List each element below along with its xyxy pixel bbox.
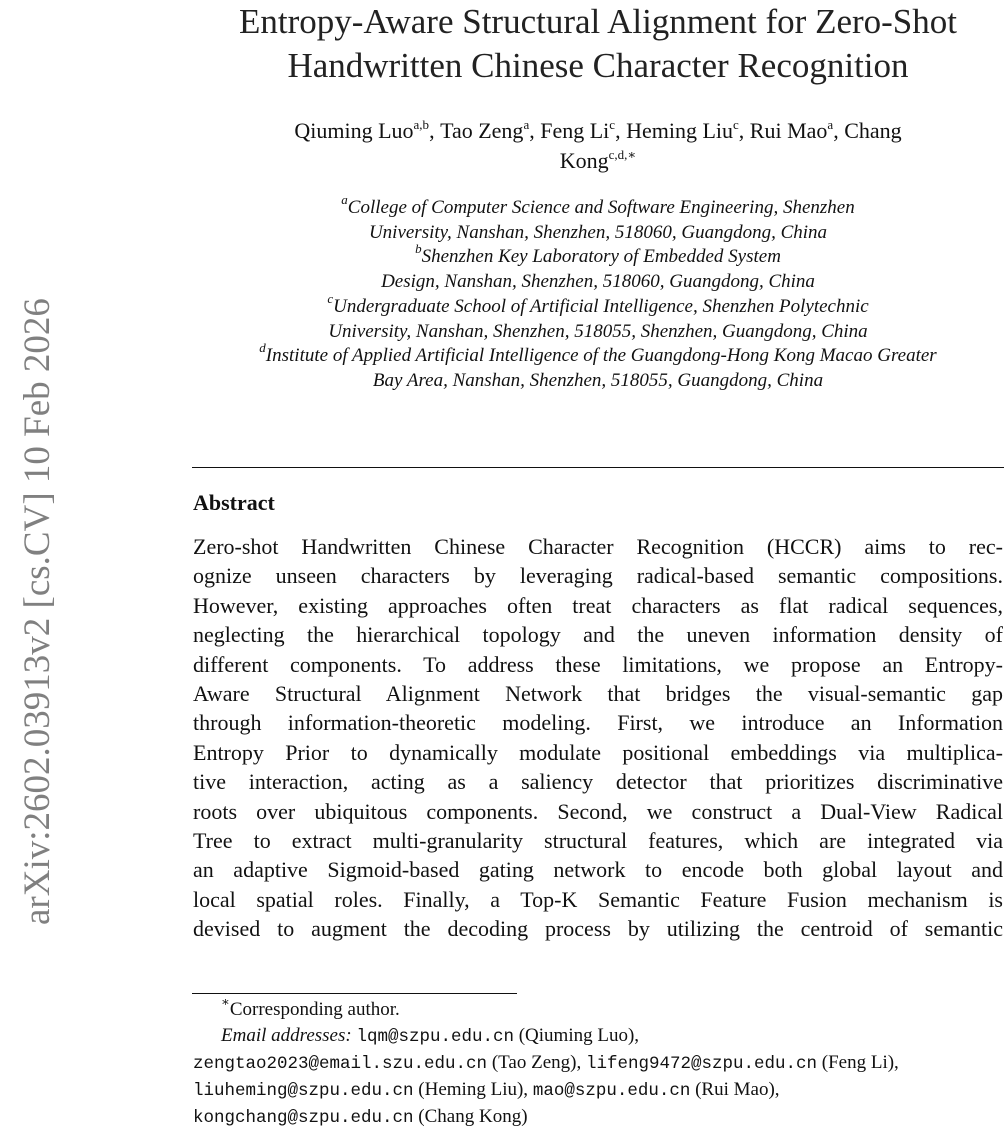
arxiv-identifier-stamp: arXiv:2602.03913v2 [cs.CV] 10 Feb 2026	[17, 298, 58, 925]
email-owner: (Qiuming Luo),	[518, 1025, 640, 1046]
paper-title	[192, 0, 1004, 88]
affiliation-mark: b	[415, 241, 422, 257]
email-link[interactable]: zengtao2023@email.szu.edu.cn	[193, 1054, 488, 1074]
email-label: Email addresses:	[221, 1025, 352, 1046]
affiliation-line	[192, 192, 1004, 221]
abstract-line: roots over ubiquitous components. Second, we construct a Dual-View Radical	[193, 798, 1003, 824]
abstract-line: tive interaction, acting as a saliency detector that prioritizes discriminative	[193, 769, 1003, 795]
footnote-rule	[192, 993, 517, 994]
email-line	[193, 1050, 1003, 1077]
affiliation-mark: d	[259, 340, 266, 356]
abstract-line: However, existing approaches often treat characters as flat radical sequences,	[193, 592, 1003, 618]
author-last-name: Kong	[559, 148, 609, 173]
abstract-top-rule	[192, 467, 1004, 468]
affiliation-list	[192, 192, 1004, 394]
author-affiliation-mark: a	[523, 117, 530, 132]
author-affiliation-mark: c	[609, 117, 616, 132]
author-name: Rui Mao	[749, 118, 828, 143]
affiliation-line	[192, 340, 1004, 369]
author-separator: ,	[833, 118, 845, 143]
abstract-line: different components. To address these limitations, we propose an Entropy-	[193, 651, 1003, 677]
affiliation-text: College of Computer Science and Software Engineering, Shenzhen	[347, 197, 855, 218]
abstract-line: ognize unseen characters by leveraging radical-based semantic compositions.	[193, 563, 1003, 589]
abstract-heading: Abstract	[193, 490, 275, 515]
author-name: Feng Li	[540, 118, 610, 143]
title-line-1: Entropy-Aware Structural Alignment for Zero-Shot	[239, 2, 957, 41]
affiliation-mark: c	[327, 290, 334, 306]
email-link[interactable]: lifeng9472@szpu.edu.cn	[585, 1054, 818, 1074]
email-owner: (Rui Mao),	[695, 1079, 780, 1100]
author-separator: ,	[615, 118, 627, 143]
footnote-mark: ∗	[221, 994, 230, 1009]
affiliation-text: Shenzhen Key Laboratory of Embedded System	[421, 246, 781, 268]
author	[750, 118, 844, 143]
affiliation-text: Undergraduate School of Artificial Intelligence, Shenzhen Polytechnic	[333, 295, 869, 317]
email-link[interactable]: liuheming@szpu.edu.cn	[193, 1081, 414, 1101]
author-affiliation-mark: a	[827, 117, 834, 132]
author	[560, 148, 637, 173]
affiliation-line: University, Nanshan, Shenzhen, 518060, Guangdong, China	[368, 221, 828, 243]
author-affiliation-mark: c	[733, 117, 739, 132]
email-owner: (Heming Liu),	[418, 1079, 529, 1100]
affiliation-line: Design, Nanshan, Shenzhen, 518060, Guangdong, China	[381, 271, 815, 293]
affiliation-line	[192, 241, 1004, 270]
email-owner: (Tao Zeng),	[491, 1052, 582, 1073]
affiliation-line: Bay Area, Nanshan, Shenzhen, 518055, Guangdong, China	[372, 369, 824, 391]
email-link[interactable]: mao@szpu.edu.cn	[532, 1081, 691, 1101]
email-line	[193, 1023, 1003, 1050]
email-line	[193, 1077, 1003, 1104]
author-separator: ,	[738, 118, 750, 143]
abstract-line: local spatial roles. Finally, a Top-K Semantic Feature Fusion mechanism is	[193, 886, 1003, 912]
email-line	[193, 1104, 1003, 1131]
title-line-2: Handwritten Chinese Character Recognition	[287, 46, 909, 85]
author-separator: ,	[529, 118, 541, 143]
abstract-line: devised to augment the decoding process by utilizing the centroid of semantic	[193, 916, 1003, 942]
affiliation-mark: a	[341, 192, 348, 207]
author	[294, 118, 440, 143]
abstract-line: an adaptive Sigmoid-based gating network to encode both global layout and	[193, 857, 1003, 883]
author-list	[200, 116, 996, 176]
email-link[interactable]: kongchang@szpu.edu.cn	[193, 1108, 414, 1128]
abstract-line: neglecting the hierarchical topology and the uneven information density of	[193, 622, 1003, 648]
abstract-body	[193, 532, 1003, 943]
email-owner: (Feng Li),	[821, 1052, 899, 1073]
author-name: Heming Liu	[626, 118, 733, 143]
abstract-line: Entropy Prior to dynamically modulate positional embeddings via multiplica-	[193, 739, 1003, 765]
affiliation-line: University, Nanshan, Shenzhen, 518055, Shenzhen, Guangdong, China	[328, 320, 868, 342]
abstract-line: through information-theoretic modeling. First, we introduce an Information	[193, 710, 1003, 736]
author-name: Qiuming Luo	[294, 118, 414, 143]
author	[626, 118, 750, 143]
author-first-name: Chang	[844, 118, 902, 143]
author	[540, 118, 626, 143]
abstract-line: Aware Structural Alignment Network that bridges the visual-semantic gap	[193, 680, 1003, 706]
corresponding-author-note	[193, 994, 1003, 1023]
abstract-line: Tree to extract multi-granularity structural features, which are integrated via	[193, 827, 1003, 853]
footnotes	[193, 994, 1003, 1131]
author-affiliation-mark: a,b	[413, 117, 430, 132]
author-name: Tao Zeng	[440, 118, 524, 143]
footnote-text: Corresponding author.	[229, 999, 400, 1020]
email-link[interactable]: lqm@szpu.edu.cn	[356, 1027, 514, 1047]
author-affiliation-mark: c,d,∗	[608, 147, 637, 162]
affiliation-text: Institute of Applied Artificial Intelligence of the Guangdong-Hong Kong Macao Greater	[265, 345, 937, 367]
abstract-line: Zero-shot Handwritten Chinese Character Recognition (HCCR) aims to rec-	[193, 534, 1003, 559]
email-owner: (Chang Kong)	[418, 1106, 528, 1127]
author-separator: ,	[429, 118, 441, 143]
author	[440, 118, 540, 143]
affiliation-line	[192, 290, 1004, 320]
